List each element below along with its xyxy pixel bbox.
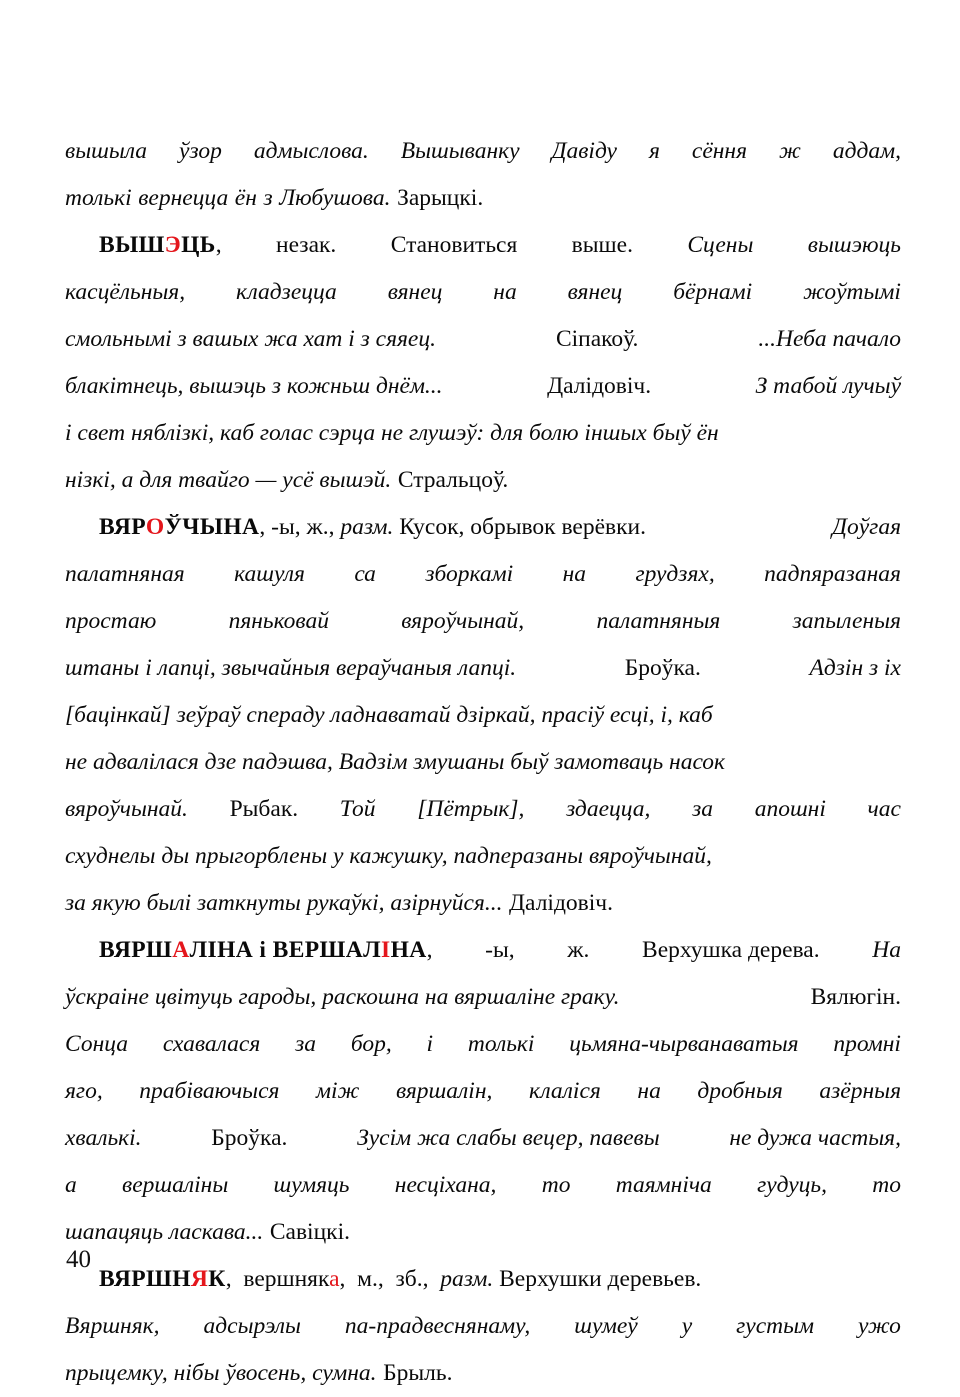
text-line: [65, 1350, 901, 1397]
source-attribution: Далідовіч.: [547, 373, 652, 399]
text-line: [65, 645, 901, 692]
source-attribution: Далідовіч.: [509, 890, 613, 916]
text-line: [65, 175, 901, 222]
text-line: [65, 692, 901, 739]
example: апошні: [754, 796, 826, 822]
entry-headword-line: [65, 927, 901, 974]
example: час: [867, 796, 901, 822]
example: палатняная: [65, 561, 185, 587]
source-attribution: Броўка.: [211, 1125, 288, 1151]
example: густым: [736, 1313, 815, 1339]
stressed-vowel: А: [172, 937, 190, 963]
text-line: [65, 974, 901, 1021]
word: адмыслова.: [253, 138, 369, 164]
paragraph-indent: [65, 1256, 701, 1303]
word: аддам,: [832, 138, 901, 164]
example: між: [316, 1078, 360, 1104]
word: вернецца: [138, 185, 229, 211]
headword: ВЯРШАЛІНА: [99, 937, 254, 963]
example: толькі: [467, 1031, 535, 1057]
grammar-label: незак.: [276, 232, 337, 258]
source-attribution: Стральцоў.: [397, 467, 509, 493]
text-line: [65, 1303, 901, 1350]
text-line: [65, 1115, 901, 1162]
text-line: [65, 739, 901, 786]
grammar-label: , -ы, ж.,: [259, 514, 341, 540]
example: прыцемку, нібы ўвосень, сумна.: [65, 1360, 377, 1386]
example: на: [562, 561, 587, 587]
stressed-vowel: І: [381, 937, 391, 963]
entry-headword-line: [65, 1256, 901, 1303]
headword-variant: ВЕРШАЛІНА: [272, 937, 427, 963]
source-attribution: Сіпакоў.: [555, 326, 639, 352]
word: Давіду: [551, 138, 617, 164]
text-line: [65, 457, 901, 504]
word: Любушова.: [279, 185, 391, 211]
example: кладзецца: [236, 279, 337, 305]
example: вяроўчынай,: [401, 608, 525, 634]
example: вянец: [567, 279, 623, 305]
word: ён: [234, 185, 257, 211]
example: і: [426, 1031, 434, 1057]
example: яго,: [65, 1078, 103, 1104]
entry-headword-line: [65, 504, 901, 551]
example: жоўтымі: [803, 279, 901, 305]
text-line: [65, 880, 901, 927]
example: На: [872, 937, 901, 963]
example: а: [65, 1172, 77, 1198]
example: схавалася: [162, 1031, 261, 1057]
example: падпяразаная: [764, 561, 901, 587]
style-label: разм.: [440, 1266, 494, 1292]
example: блакітнець, вышэць з кожньш днём...: [65, 373, 443, 399]
example: пяньковай: [228, 608, 329, 634]
paragraph-indent: ВЯРШАЛІНА і ВЕРШАЛІНА,: [99, 937, 433, 963]
text-line: [65, 363, 901, 410]
text-line: [65, 1021, 901, 1068]
example: хвалькі.: [65, 1125, 142, 1151]
paragraph-indent: ВЫШЭЦЬ,: [99, 232, 222, 258]
example: ўскраіне цвітуць гароды, раскошна на вяршаліне граку.: [65, 984, 620, 1010]
example: за: [295, 1031, 316, 1057]
example: не дужа частыя,: [729, 1125, 901, 1151]
text-line: [65, 786, 901, 833]
text-line: [65, 128, 901, 175]
example: промні: [833, 1031, 901, 1057]
source-attribution: Савіцкі.: [269, 1219, 350, 1245]
example: смольнымі з вашых жа хат і з сяяец.: [65, 326, 436, 352]
example: схуднелы ды прыгорблены у кажушку, падперазаны вяроўчынай,: [65, 843, 712, 869]
text-line: [65, 551, 901, 598]
text-line: [65, 316, 901, 363]
source-attribution: Зарыцкі.: [397, 185, 484, 211]
example: зборкамі: [425, 561, 514, 587]
definition: Кусок, обрывок верёвки.: [393, 514, 647, 540]
word: толькі: [65, 185, 132, 211]
example: цьмяна-чырванаватыя: [569, 1031, 799, 1057]
example: Сонца: [65, 1031, 129, 1057]
word: Вышыванку: [400, 138, 520, 164]
example: запыленыя: [792, 608, 901, 634]
example: бёрнамі: [673, 279, 753, 305]
example: простаю: [65, 608, 157, 634]
example: шумеў: [574, 1313, 638, 1339]
example: клаліся: [528, 1078, 601, 1104]
example: дробныя: [697, 1078, 783, 1104]
example: шумяць: [273, 1172, 350, 1198]
text-line: [65, 410, 901, 457]
example: касцёльныя,: [65, 279, 186, 305]
example: на: [493, 279, 517, 305]
page-number: 40: [66, 1246, 91, 1273]
definition: Становиться: [390, 232, 518, 258]
example: Вяршняк,: [65, 1313, 160, 1339]
word: сёння: [691, 138, 747, 164]
example: вершаліны: [122, 1172, 229, 1198]
text-line: [65, 1068, 901, 1115]
example: вянец: [387, 279, 443, 305]
example: таямніча: [615, 1172, 712, 1198]
headword: ВЯРШНЯК: [99, 1266, 226, 1292]
grammar-label: ж.: [567, 937, 590, 963]
paragraph-indent: [65, 504, 646, 551]
example: кашуля: [234, 561, 305, 587]
example: прабіваючыся: [139, 1078, 280, 1104]
text-line: [65, 833, 901, 880]
word: ўзор: [179, 138, 222, 164]
example: З табой лучыў: [755, 373, 901, 399]
stressed-vowel: О: [145, 514, 165, 540]
example: [Пётрык],: [417, 796, 525, 822]
example: за: [692, 796, 714, 822]
example: Зусім жа слабы вецер, павевы: [357, 1125, 660, 1151]
example: бор,: [350, 1031, 392, 1057]
grammar-label: , вершняка, м., зб.,: [225, 1266, 441, 1292]
example: ...Неба пачало: [758, 326, 901, 352]
example: і свет няблізкі, каб голас сэрца не глушэў: для болю іншых быў ён: [65, 420, 719, 446]
example: несціхана,: [394, 1172, 497, 1198]
source-attribution: Брыль.: [383, 1360, 453, 1386]
text-line: [65, 1209, 901, 1256]
text-line: [65, 269, 901, 316]
example: у: [681, 1313, 693, 1339]
example: па-прадвеснянаму,: [344, 1313, 531, 1339]
definition: выше.: [571, 232, 633, 258]
text-line: [65, 1162, 901, 1209]
headword-conjunction: і: [253, 937, 273, 963]
example: [бацінкай] зеўраў спераду ладнаватай дзіркай, прасіў есці, і, каб: [65, 702, 713, 728]
text-line: [65, 598, 901, 645]
definition: Верхушка дерева.: [642, 937, 820, 963]
text-column: [65, 128, 901, 1397]
example: за якую былі заткнуты рукаўкі, азірнуйся...: [65, 890, 503, 916]
example: Доўгая: [832, 514, 901, 540]
stressed-vowel: а: [329, 1266, 340, 1292]
stressed-vowel: Э: [164, 232, 182, 258]
example: вяроўчынай.: [65, 796, 188, 822]
example: вышэюць: [807, 232, 901, 258]
source-attribution: Рыбак.: [229, 796, 299, 822]
example: шапацяць ласкава...: [65, 1219, 264, 1245]
example: то: [541, 1172, 571, 1198]
word: ж: [778, 138, 801, 164]
headword: ВЫШЭЦЬ: [99, 232, 216, 258]
example: нізкі, а для твайго — усё вышэй.: [65, 467, 392, 493]
example: штаны і лапці, звычайныя вераўчаныя лапці.: [65, 655, 517, 681]
word: з: [263, 185, 273, 211]
definition: Верхушки деревьев.: [493, 1266, 702, 1292]
example: то: [872, 1172, 901, 1198]
example: палатняныя: [596, 608, 721, 634]
style-label: разм.: [340, 514, 394, 540]
headword: ВЯРОЎЧЫНА: [99, 514, 260, 540]
example: ужо: [858, 1313, 901, 1339]
word: я: [648, 138, 660, 164]
example: Сцены: [687, 232, 754, 258]
example: адсырэлы: [203, 1313, 301, 1339]
example: Адзін з іх: [809, 655, 901, 681]
stressed-vowel: Я: [190, 1266, 209, 1292]
example: на: [637, 1078, 661, 1104]
entry-headword-line: [65, 222, 901, 269]
example: не адвалілася дзе падэшва, Вадзім змушаны быў замотваць насок: [65, 749, 726, 775]
word: вышыла: [65, 138, 148, 164]
example: грудзях,: [635, 561, 715, 587]
example: здаецца,: [566, 796, 651, 822]
source-attribution: Вялюгін.: [810, 984, 901, 1010]
grammar-label: -ы,: [485, 937, 515, 963]
example: са: [354, 561, 376, 587]
example: Той: [339, 796, 376, 822]
source-attribution: Броўка.: [624, 655, 701, 681]
example: гудуць,: [757, 1172, 827, 1198]
example: вяршалін,: [395, 1078, 493, 1104]
example: азёрныя: [819, 1078, 901, 1104]
